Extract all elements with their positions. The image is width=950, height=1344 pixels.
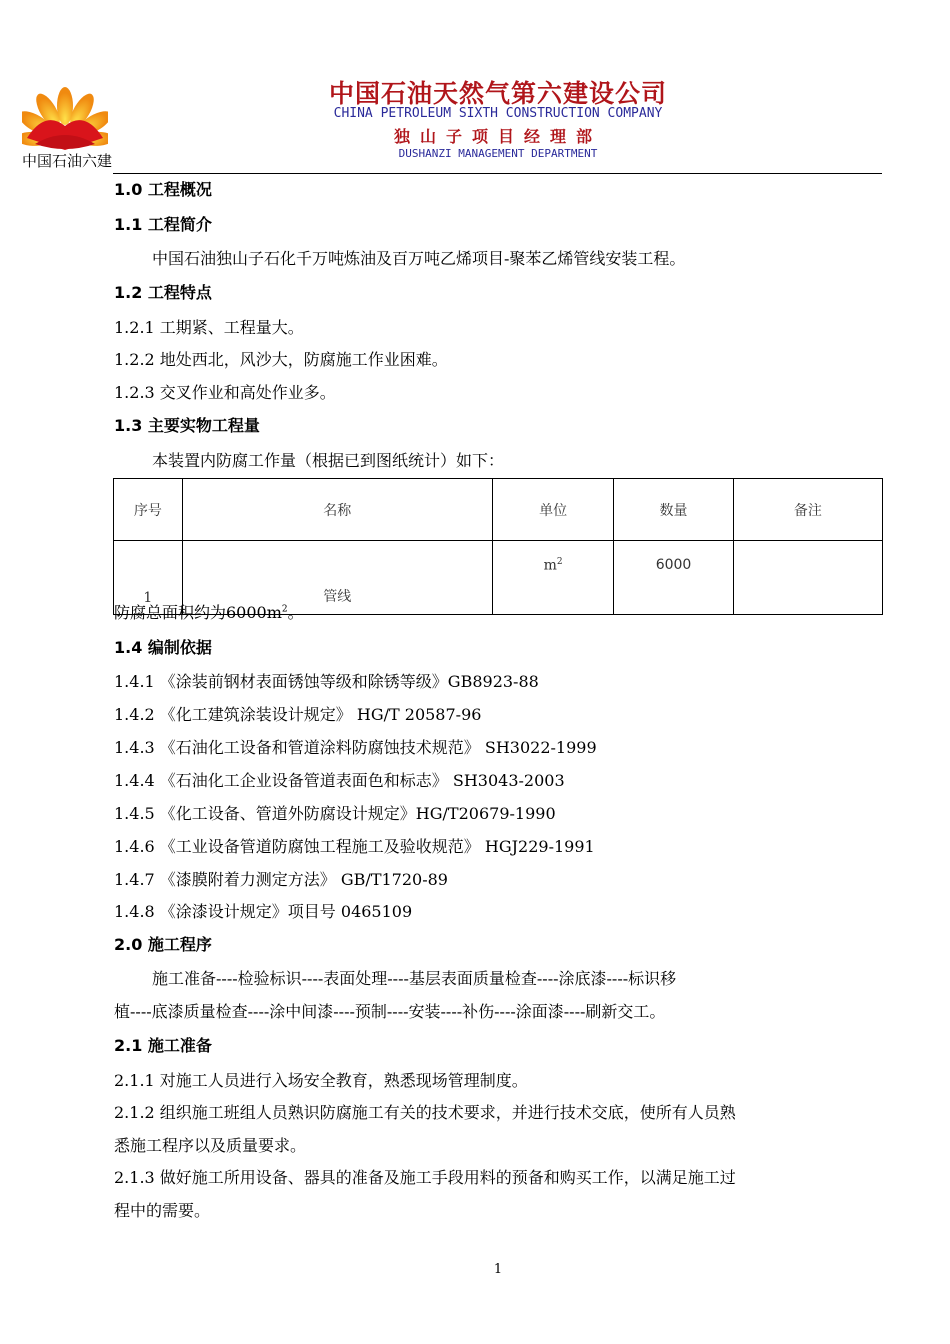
cell-unit xyxy=(492,541,613,615)
reference-1-4-6: 1.4.6 《工业设备管道防腐蚀工程施工及验收规范》 HGJ229-1991 xyxy=(114,837,595,856)
header-divider xyxy=(113,173,882,174)
page-number: 1 xyxy=(493,1262,503,1277)
company-name-cn: 中国石油天然气第六建设公司 xyxy=(328,79,667,108)
reference-1-4-3: 1.4.3 《石油化工设备和管道涂料防腐蚀技术规范》 SH3022-1999 xyxy=(114,738,597,757)
unit-superscript: 2 xyxy=(556,557,563,567)
reference-1-4-8: 1.4.8 《涂漆设计规定》项目号 0465109 xyxy=(114,902,413,921)
procedure-line-1: 施工准备----检验标识----表面处理----基层表面质量检查----涂底漆----标识移 xyxy=(152,969,677,988)
heading-1-2: 1.2 工程特点 xyxy=(114,283,212,302)
feature-1-2-1: 1.2.1 工期紧、工程量大。 xyxy=(114,318,304,337)
reference-1-4-4: 1.4.4 《石油化工企业设备管道表面色和标志》 SH3043-2003 xyxy=(114,771,565,790)
feature-1-2-2: 1.2.2 地处西北，风沙大，防腐施工作业困难。 xyxy=(114,350,448,369)
quantity-intro: 本装置内防腐工作量（根据已到图纸统计）如下： xyxy=(152,451,505,470)
quantity-table xyxy=(113,478,883,615)
prep-2-1-3-line-2: 程中的需要。 xyxy=(114,1201,211,1220)
table-header-row xyxy=(114,479,883,541)
area-prefix: 防腐总面积约为6000m xyxy=(114,603,282,622)
col-header-unit: 单位 xyxy=(492,479,613,541)
cell-name: 管线 xyxy=(182,541,492,615)
department-name-en: DUSHANZI MANAGEMENT DEPARTMENT xyxy=(398,147,598,160)
total-area-note xyxy=(114,600,304,623)
heading-1-3: 1.3 主要实物工程量 xyxy=(114,416,260,435)
col-header-qty: 数量 xyxy=(614,479,734,541)
feature-1-2-3: 1.2.3 交叉作业和高处作业多。 xyxy=(114,383,336,402)
heading-1-4: 1.4 编制依据 xyxy=(114,638,212,657)
col-header-note: 备注 xyxy=(733,479,882,541)
reference-1-4-5: 1.4.5 《化工设备、管道外防腐设计规定》HG/T20679-1990 xyxy=(114,804,556,823)
unit-text: m xyxy=(543,557,557,574)
reference-1-4-7: 1.4.7 《漆膜附着力测定方法》 GB/T1720-89 xyxy=(114,870,448,889)
logo-caption: 中国石油六建 xyxy=(22,152,113,170)
department-name-cn: 独山子项目经理部 xyxy=(393,127,602,146)
prep-2-1-2-line-2: 悉施工程序以及质量要求。 xyxy=(114,1136,307,1155)
prep-2-1-2-line-1: 2.1.2 组织施工班组人员熟识防腐施工有关的技术要求，并进行技术交底，使所有人员熟 xyxy=(114,1103,736,1122)
reference-1-4-2: 1.4.2 《化工建筑涂装设计规定》 HG/T 20587-96 xyxy=(114,705,482,724)
col-header-no: 序号 xyxy=(114,479,183,541)
heading-2-0: 2.0 施工程序 xyxy=(114,935,212,954)
cell-no: 1 xyxy=(114,541,183,615)
prep-2-1-3-line-1: 2.1.3 做好施工所用设备、器具的准备及施工手段用料的预备和购买工作，以满足施工过 xyxy=(114,1168,736,1187)
company-name-en: CHINA PETROLEUM SIXTH CONSTRUCTION COMPANY xyxy=(333,106,663,121)
heading-1-0: 1.0 工程概况 xyxy=(114,180,212,199)
heading-2-1: 2.1 施工准备 xyxy=(114,1036,212,1055)
area-superscript: 2 xyxy=(281,604,288,615)
heading-1-1: 1.1 工程简介 xyxy=(114,215,212,234)
prep-2-1-1: 2.1.1 对施工人员进行入场安全教育，熟悉现场管理制度。 xyxy=(114,1071,528,1090)
cell-qty: 6000 xyxy=(614,541,734,615)
reference-1-4-1: 1.4.1 《涂装前钢材表面锈蚀等级和除锈等级》GB8923-88 xyxy=(114,672,539,691)
area-suffix: 。 xyxy=(287,603,304,622)
project-intro: 中国石油独山子石化千万吨炼油及百万吨乙烯项目-聚苯乙烯管线安装工程。 xyxy=(152,249,686,268)
cell-note xyxy=(733,541,882,615)
col-header-name: 名称 xyxy=(182,479,492,541)
procedure-line-2: 植----底漆质量检查----涂中间漆----预制----安装----补伤----涂面漆----刷新交工。 xyxy=(114,1002,666,1021)
